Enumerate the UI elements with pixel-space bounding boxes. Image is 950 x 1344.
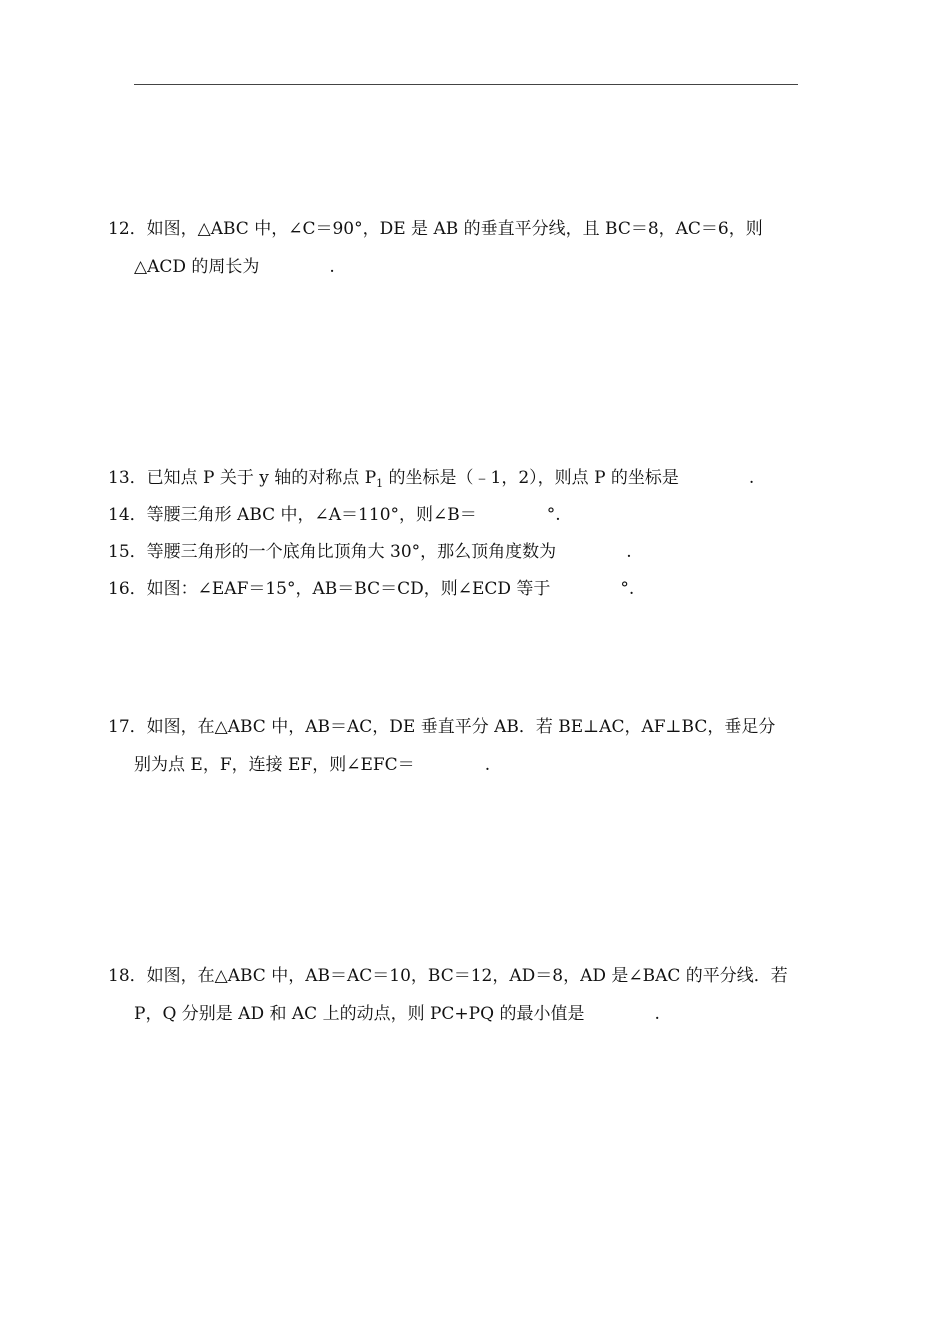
question-number: 18． [108,966,147,986]
question-text: 已知点 P 关于 y 轴的对称点 P [146,468,377,488]
question-text: 等腰三角形的一个底角比顶角大 30°，那么顶角度数为 [146,542,557,562]
question-end: . [484,755,491,775]
question-number: 14． [108,505,147,525]
question-number: 16． [108,579,147,599]
question-text-line1: 如图，在△ABC 中，AB＝AC，DE 垂直平分 AB．若 BE⊥AC，AF⊥BC，垂足分 [146,717,776,737]
question-number: 12． [108,219,147,239]
question-15 [108,533,828,571]
question-text-cont: 的坐标是（﹣1，2），则点 P 的坐标是 [383,468,679,488]
question-end: . [654,1004,660,1024]
question-end: °. [546,505,561,525]
question-end: . [329,257,335,277]
question-text-line1: 如图，在△ABC 中，AB＝AC＝10，BC＝12，AD＝8，AD 是∠BAC 的平分线．若 [146,966,788,986]
question-14 [108,496,828,534]
question-17 [108,708,828,784]
subscript: 1 [376,477,384,490]
question-text-line2: △ACD 的周长为 [134,257,260,277]
question-13 [108,459,828,497]
question-end: . [748,468,755,488]
question-end: °. [620,579,635,599]
question-text-line2: 别为点 E，F，连接 EF，则∠EFC＝ [134,755,415,775]
header-rule [134,84,798,85]
question-number: 17． [108,717,147,737]
question-text-line2: P，Q 分别是 AD 和 AC 上的动点，则 PC+PQ 的最小值是 [134,1004,585,1024]
question-text-line1: 如图，△ABC 中，∠C＝90°，DE 是 AB 的垂直平分线，且 BC＝8，AC＝6，则 [146,219,763,239]
question-12 [108,210,828,286]
question-number: 15． [108,542,147,562]
question-16 [108,570,828,608]
question-18 [108,957,828,1033]
question-end: . [626,542,632,562]
question-number: 13． [108,468,147,488]
question-text: 等腰三角形 ABC 中，∠A＝110°，则∠B＝ [146,505,477,525]
question-text: 如图：∠EAF＝15°，AB＝BC＝CD，则∠ECD 等于 [146,579,551,599]
